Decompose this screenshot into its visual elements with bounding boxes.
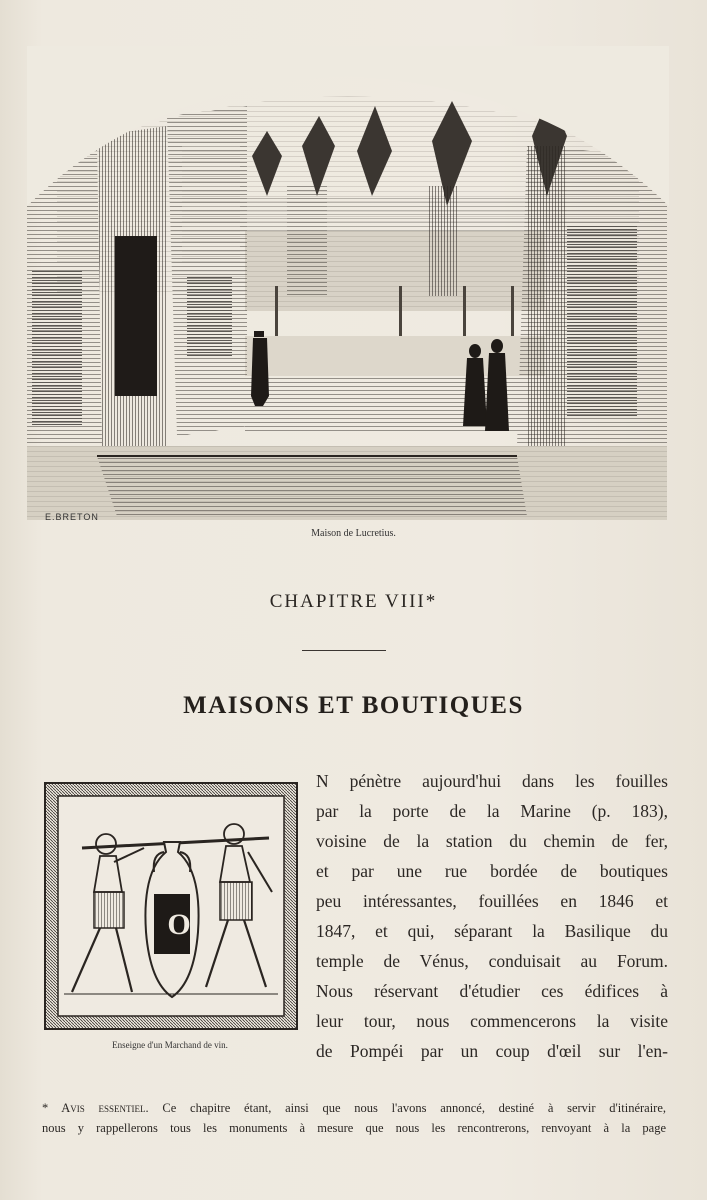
body-line: de Pompéi par un coup d'œil sur l'en- [316,1041,668,1061]
body-line: Nous réservant d'étudier ces édifices à [316,981,668,1001]
engraving-caption: Maison de Lucretius. [311,528,396,539]
footnote-text: Ce chapitre étant, ainsi que nous l'avons annoncé, destiné à servir d'itinéraire, [162,1101,667,1115]
footnote-line: nous y rappellerons tous les monuments à mesure que nous les rencontrerons, renvoyant à la page [42,1121,666,1135]
engraver-signature: E.BRETON [45,512,99,522]
body-line: temple de Vénus, conduisait au Forum. [316,951,668,971]
wine-merchant-sign-figure [44,782,298,1030]
body-line: par la porte de la Marine (p. 183), [316,801,668,821]
footnote-line [42,1098,666,1118]
engraving-house-of-lucretius [27,46,669,520]
body-line: 1847, et qui, séparant la Basilique du [316,921,668,941]
footnote [42,1098,666,1138]
chapter-heading: CHAPITRE VIII* [269,591,438,612]
body-line: peu intéressantes, fouillées en 1846 et [316,891,668,911]
body-line: voisine de la station du chemin de fer, [316,831,668,851]
chapter-divider [302,650,386,651]
chapter-title: MAISONS ET BOUTIQUES [183,692,524,719]
body-paragraph [316,766,668,1066]
body-line: et par une rue bordée de boutiques [316,861,668,881]
drop-cap: O [167,908,191,941]
figure-caption: Enseigne d'un Marchand de vin. [112,1040,228,1050]
body-line: leur tour, nous commencerons la visite [316,1011,668,1031]
footnote-marker: * Avis essentiel. [42,1101,149,1115]
body-line: N pénètre aujourd'hui dans les fouilles [316,771,668,791]
